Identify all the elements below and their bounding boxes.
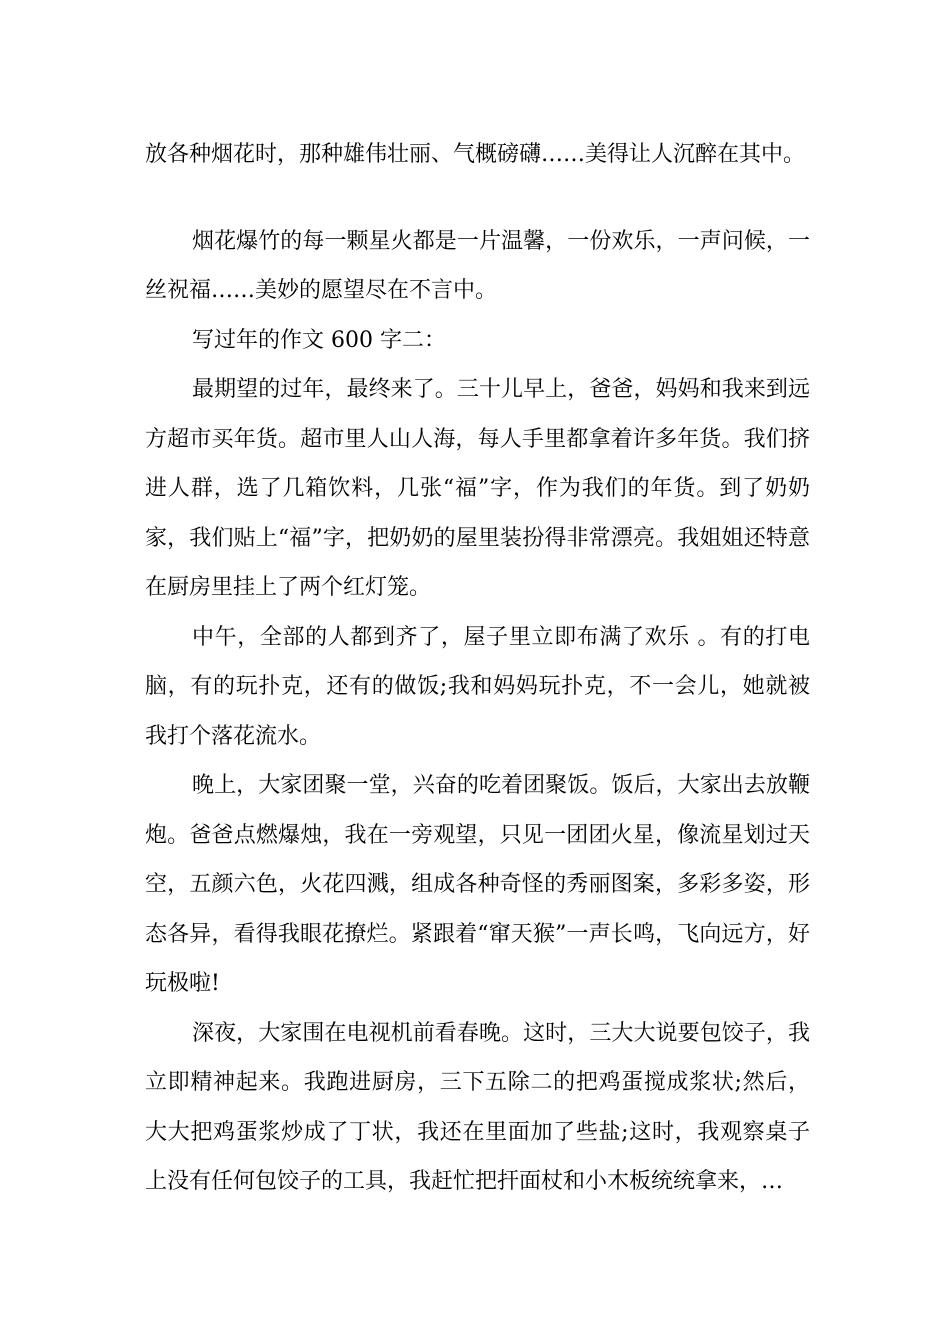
- paragraph-late-night: 深夜，大家围在电视机前看春晚。这时，三大大说要包饺子，我立即精神起来。我跑进厨房，三下五除二的把鸡蛋搅成浆状;然后，大大把鸡蛋浆炒成了丁状，我还在里面加了些盐;这时，我观察桌子上没有任何包饺子的工具，我赶忙把扞面杖和小木板统统拿来，…: [145, 1020, 810, 1194]
- paragraph-fireworks-end: 放各种烟花时，那种雄伟壮丽、气概磅礴……美得让人沉醉在其中。: [145, 142, 806, 167]
- paragraph-evening: 晚上，大家团聚一堂，兴奋的吃着团聚饭。饭后，大家出去放鞭炮。爸爸点燃爆烛，我在一旁观望，只见一团团火星，像流星划过天空，五颜六色，火花四溅，组成各种奇怪的秀丽图案，多彩多姿，形态各异，看得我眼花撩烂。紧跟着“窜天猴”一声长鸣，飞向远方，好玩极啦!: [145, 773, 810, 996]
- paragraph-noon: 中午，全部的人都到齐了，屋子里立即布满了欢乐 。有的打电脑，有的玩扑克，还有的做饭;我和妈妈玩扑克，不一会儿，她就被我打个落花流水。: [145, 624, 810, 749]
- essay-heading: 写过年的作文 600 字二：: [192, 327, 446, 353]
- paragraph-shopping: 最期望的过年，最终来了。三十儿早上，爸爸，妈妈和我来到远方超市买年货。超市里人山人海，每人手里都拿着许多年货。我们挤进人群，选了几箱饮料，几张“福”字，作为我们的年货。到了奶奶家，我们贴上“福”字，把奶奶的屋里装扮得非常漂亮。我姐姐还特意在厨房里挂上了两个红灯笼。: [145, 377, 810, 600]
- document-body: [145, 130, 810, 1207]
- paragraph-fireworks-blessing: 烟花爆竹的每一颗星火都是一片温馨，一份欢乐，一声问候，一丝祝福……美妙的愿望尽在不言中。: [145, 228, 810, 303]
